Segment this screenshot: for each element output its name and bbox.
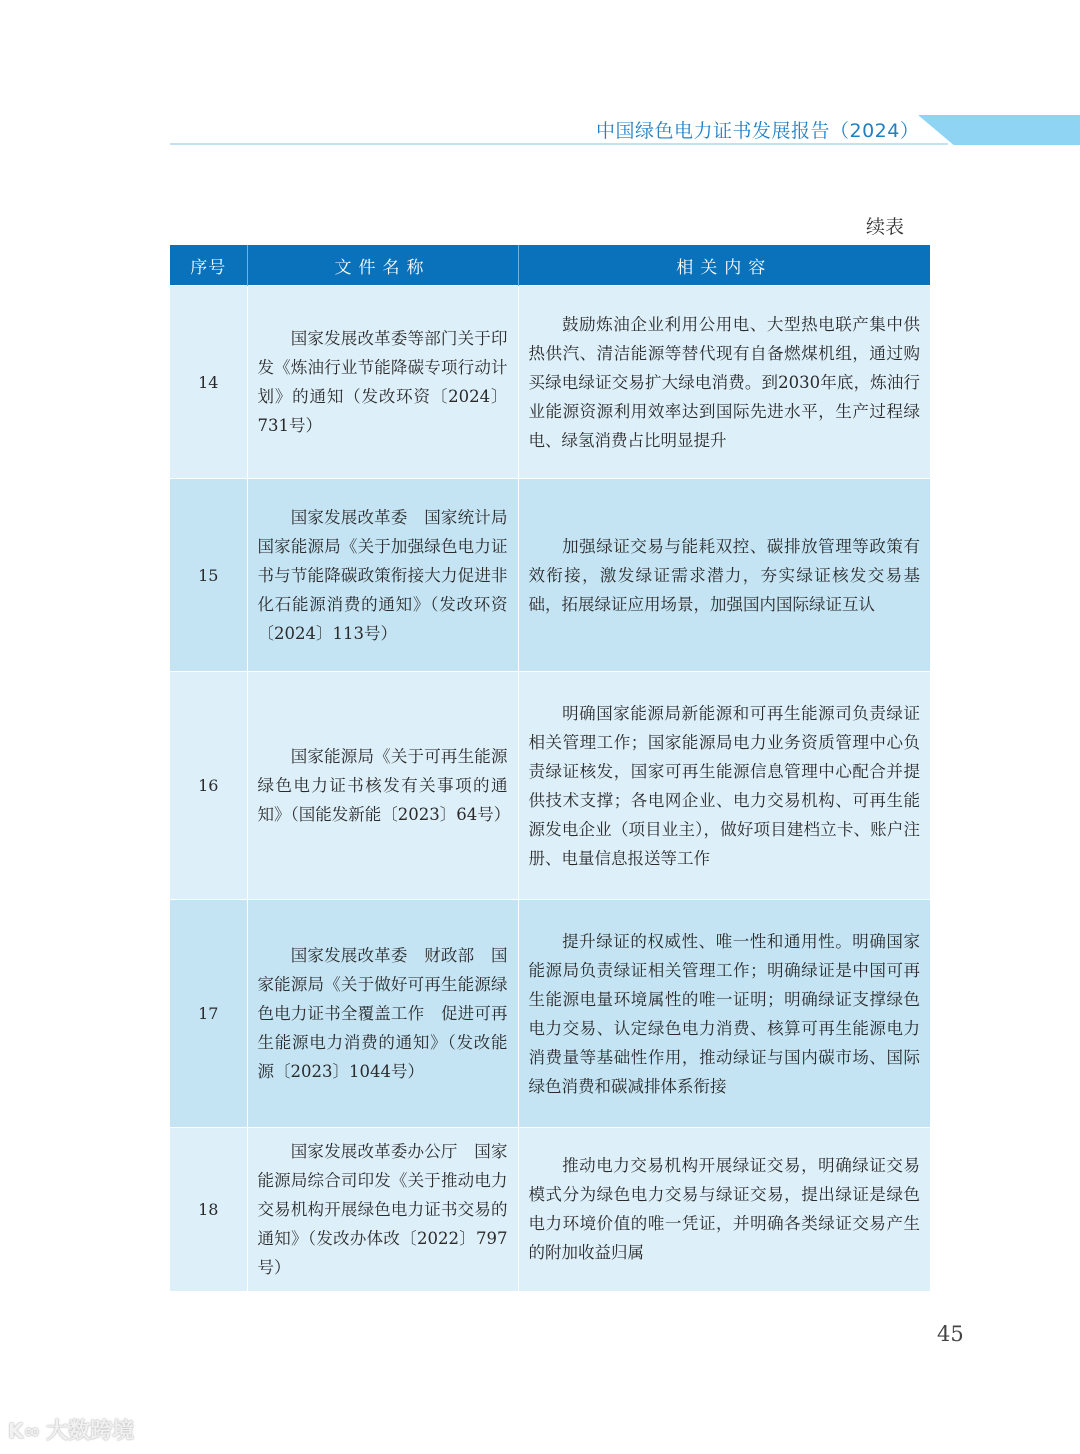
document-name-cell: [247, 672, 518, 900]
table-row: [170, 1128, 930, 1291]
header-rule: [170, 143, 948, 145]
document-name-cell: [247, 479, 524, 672]
related-content: 推动电力交易机构开展绿证交易，明确绿证交易模式分为绿色电力交易与绿证交易，提出绿证是绿色电力环境价值的唯一凭证，并明确各类绿证交易产生的附加收益归属: [528, 1156, 920, 1263]
related-content-cell: [518, 900, 930, 1128]
watermark-text: 大数跨境: [46, 1419, 135, 1444]
related-content-cell: [518, 286, 930, 479]
policy-documents-table: [170, 245, 930, 1291]
page-number: 45: [937, 1322, 964, 1346]
related-content-cell: [518, 479, 930, 672]
watermark-logo-icon: K∞: [8, 1419, 41, 1443]
table-row: [170, 479, 930, 672]
table-header-row: [170, 245, 930, 286]
row-number: 15: [170, 479, 247, 672]
row-number: 17: [170, 900, 247, 1128]
document-name-cell: [247, 900, 518, 1128]
document-name: 国家发展改革委等部门关于印发《炼油行业节能降碳专项行动计划》的通知（发改环资〔2024〕731号）: [257, 329, 508, 435]
document-name: 国家发展改革委 国家统计局 国家能源局《关于加强绿色电力证书与节能降碳政策衔接大力促进非化石能源消费的通知》（发改环资〔2024〕113号）: [257, 507, 524, 643]
document-name: 国家发展改革委办公厅 国家能源局综合司印发《关于推动电力交易机构开展绿色电力证书交易的通知》（发改办体改〔2022〕797号）: [257, 1141, 508, 1277]
continued-table-label: 续表: [866, 216, 905, 238]
related-content: 加强绿证交易与能耗双控、碳排放管理等政策有效衔接，激发绿证需求潜力，夯实绿证核发交易基础，拓展绿证应用场景，加强国内国际绿证互认: [528, 536, 920, 614]
table-row: [170, 900, 930, 1128]
column-header-document-name: 文件名称: [247, 245, 518, 286]
column-header-related-content: 相关内容: [518, 245, 930, 286]
row-number: 18: [170, 1128, 247, 1291]
table-row: [170, 286, 930, 479]
related-content-cell: [518, 1128, 930, 1291]
header-decorative-band: [918, 115, 1080, 145]
related-content: 鼓励炼油企业利用公用电、大型热电联产集中供热供汽、清洁能源等替代现有自备燃煤机组，通过购买绿电绿证交易扩大绿电消费。到2030年底，炼油行业能源资源利用效率达到国际先进水平，生产过程绿电、绿氢消费占比明显提升: [528, 314, 920, 450]
running-header-title: 中国绿色电力证书发展报告（2024）: [596, 120, 920, 142]
column-header-number: 序号: [170, 245, 247, 286]
row-number: 14: [170, 286, 247, 479]
document-name-cell: [247, 286, 518, 479]
table-row: [170, 672, 930, 900]
related-content-cell: [518, 672, 930, 900]
related-content: 明确国家能源局新能源和可再生能源司负责绿证相关管理工作；国家能源局电力业务资质管理中心负责绿证核发，国家可再生能源信息管理中心配合并提供技术支撑；各电网企业、电力交易机构、可再生能源发电企业（项目业主），做好项目建档立卡、账户注册、电量信息报送等工作: [528, 703, 920, 868]
document-name-cell: [247, 1128, 518, 1291]
watermark: [8, 1414, 134, 1445]
document-name: 国家能源局《关于可再生能源绿色电力证书核发有关事项的通知》（国能发新能〔2023〕64号）: [257, 747, 511, 824]
row-number: 16: [170, 672, 247, 900]
document-name: 国家发展改革委 财政部 国家能源局《关于做好可再生能源绿色电力证书全覆盖工作 促进可再生能源电力消费的通知》（发改能源〔2023〕1044号）: [257, 946, 508, 1081]
related-content: 提升绿证的权威性、唯一性和通用性。明确国家能源局负责绿证相关管理工作；明确绿证是中国可再生能源电量环境属性的唯一证明；明确绿证支撑绿色电力交易、认定绿色电力消费、核算可再生能源电力消费量等基础性作用，推动绿证与国内碳市场、国际绿色消费和碳减排体系衔接: [528, 931, 920, 1096]
